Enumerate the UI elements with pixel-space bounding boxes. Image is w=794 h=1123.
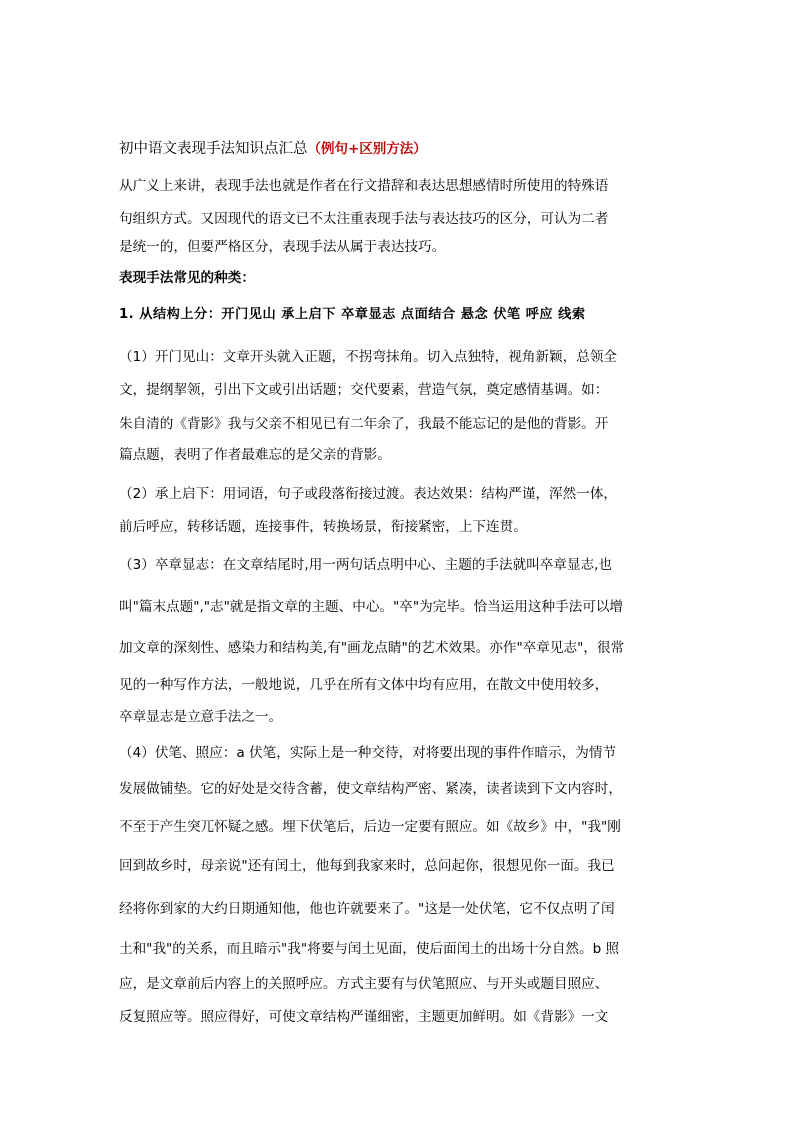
paragraph-line: （3）卒章显志：在文章结尾时,用一两句话点明中心、主题的手法就叫卒章显志,也 (119, 557, 613, 573)
paragraph-line: 经将你到家的大约日期通知他，他也许就要来了。"这是一处伏笔，它不仅点明了闰 (119, 901, 615, 917)
paragraph-line: 反复照应等。照应得好，可使文章结构严谨细密，主题更加鲜明。如《背影》一文 (119, 1009, 609, 1025)
paragraph-line: 叫"篇末点题","志"就是指文章的主题、中心。"卒"为完毕。恰当运用这种手法可以增 (119, 599, 624, 615)
paragraph-line: （2）承上启下：用词语，句子或段落衔接过渡。表达效果：结构严谨，浑然一体， (119, 486, 618, 502)
paragraph-line: 朱自清的《背影》我与父亲不相见已有二年余了，我最不能忘记的是他的背影。开 (119, 416, 609, 432)
paragraph-line: （1）开门见山：文章开头就入正题，不拐弯抹角。切入点独特，视角新颖，总领全 (119, 349, 618, 365)
paragraph-line: 加文章的深刻性、感染力和结构美,有"画龙点睛"的艺术效果。亦作"卒章见志"，很常 (119, 640, 625, 656)
intro-line: 句组织方式。又因现代的语文已不太注重表现手法与表达技巧的区分，可认为二者 (119, 211, 609, 227)
title-main: 初中语文表现手法知识点汇总 (119, 141, 308, 157)
paragraph-line: 篇点题，表明了作者最难忘的是父亲的背影。 (119, 447, 391, 463)
section-title: 表现手法常见的种类： (119, 270, 255, 286)
paragraph-line: 卒章显志是立意手法之一。 (119, 709, 283, 725)
paragraph-line: （4）伏笔、照应：a 伏笔，实际上是一种交待，对将要出现的事件作暗示，为情节 (119, 745, 617, 761)
paragraph-line: 不至于产生突兀怀疑之感。埋下伏笔后，后边一定要有照应。如《故乡》中，"我"刚 (119, 819, 621, 835)
paragraph-line: 前后呼应，转移话题，连接事件，转换场景，衔接紧密，上下连贯。 (119, 519, 527, 535)
title-subtitle: （例句+区别方法） (307, 141, 427, 157)
paragraph-line: 文，提纲挈领，引出下文或引出话题；交代要素，营造气氛，奠定感情基调。如： (119, 382, 609, 398)
paragraph-line: 土和"我"的关系，而且暗示"我"将要与闰土见面，使后面闰土的出场十分自然。b 照 (119, 941, 620, 957)
intro-line: 从广义上来讲，表现手法也就是作者在行文措辞和表达思想感情时所使用的特殊语 (119, 178, 609, 194)
intro-line: 是统一的，但要严格区分，表现手法从属于表达技巧。 (119, 239, 446, 255)
paragraph-line: 应，是文章前后内容上的关照呼应。方式主要有与伏笔照应、与开头或题目照应、 (119, 976, 609, 992)
paragraph-line: 回到故乡时，母亲说"还有闰土，他每到我家来时，总问起你，很想见你一面。我已 (119, 858, 615, 874)
document-title (119, 139, 427, 159)
subsection-title: 1. 从结构上分：开门见山 承上启下 卒章显志 点面结合 悬念 伏笔 呼应 线索 (119, 307, 586, 322)
paragraph-line: 见的一种写作方法，一般地说，几乎在所有文体中均有应用，在散文中使用较多， (119, 677, 609, 693)
paragraph-line: 发展做铺垫。它的好处是交待含蓄，使文章结构严密、紧凑，读者读到下文内容时， (119, 781, 622, 797)
